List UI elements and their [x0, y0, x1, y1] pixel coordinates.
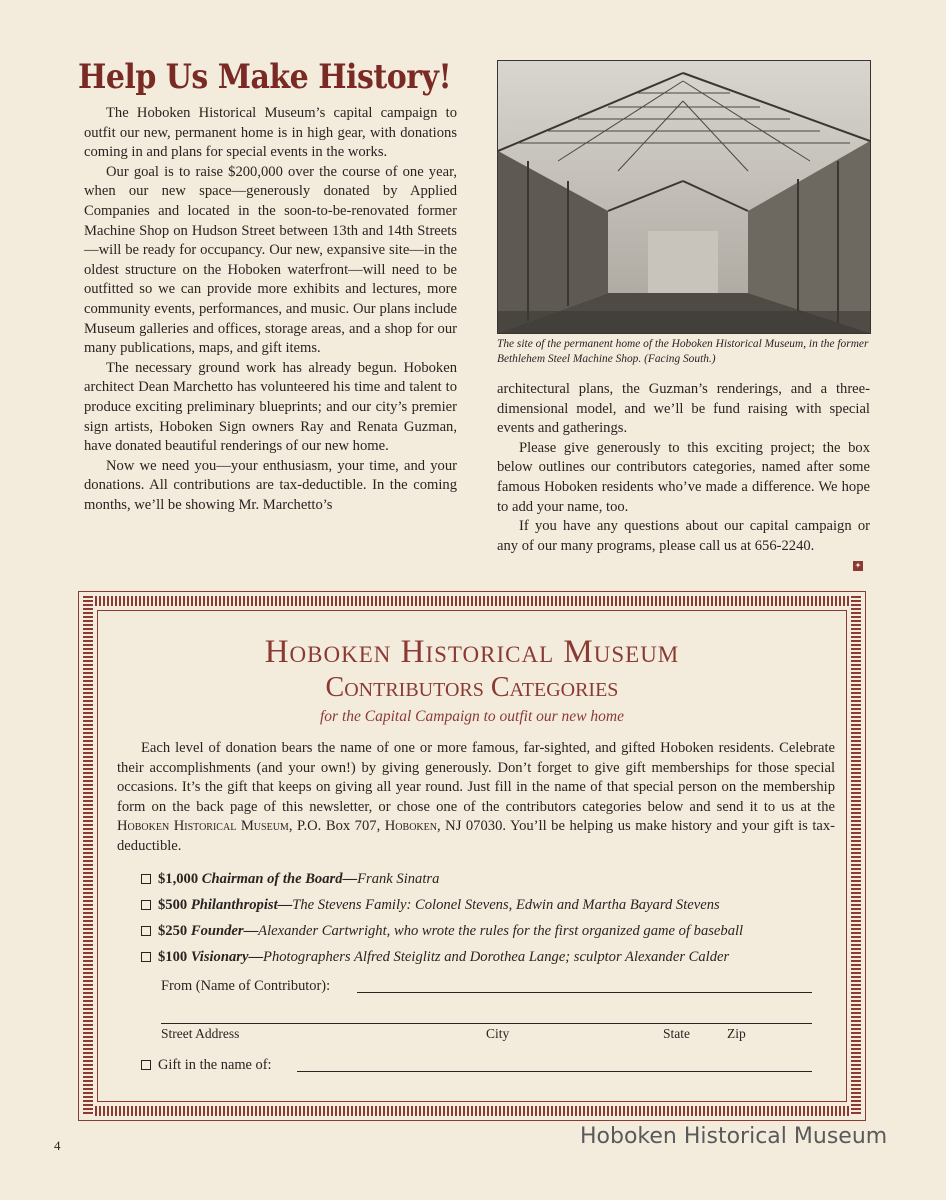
paragraph: If you have any questions about our capital campaign or any of our many programs, please call us at 656-2240. — [497, 518, 870, 554]
headline: Help Us Make History! — [78, 58, 452, 98]
box-subtitle: Contributors Categories — [325, 672, 619, 703]
state-label: State — [663, 1026, 690, 1041]
gift-row — [141, 1057, 272, 1074]
paragraph: The necessary ground work has already begun. Hoboken architect Dean Marchetto has volunteered his time and talent to produce exciting preliminary blueprints; and our city’s premier sign artists, Hoboken Sign owners Ray and Renata Guzman, have donated beautiful renderings of our new home. — [84, 359, 457, 455]
category-item[interactable]: $250 Founder—Alexander Cartwright, who wrote the rules for the first organized game of baseball — [141, 918, 841, 944]
paragraph: The Hoboken Historical Museum’s capital campaign to outfit our new, permanent home is in high gear, with donations coming in and plans for special events in the works. — [84, 105, 457, 161]
checkbox[interactable] — [141, 926, 151, 936]
checkbox[interactable] — [141, 874, 151, 884]
box-body: Each level of donation bears the name of one or more famous, far-sighted, and gifted Hoboken residents. Celebrate their accomplishments (and your own!) by giving generously. Don’t forget to give gift memberships for those special occasions. It’s the gift that keeps on giving all year round. Just fill in the name of that special person on the membership form on the back page of this newsletter, or chose one of the contributors categories below and send it to us at the Hoboken Historical Museum, P.O. Box 707, Hoboken, NJ 07030. You’ll be helping us make history and your gift is tax-deductible. — [117, 740, 836, 854]
category-item[interactable]: $500 Philanthropist—The Stevens Family: Colonel Stevens, Edwin and Martha Bayard Stevens — [141, 892, 841, 918]
paragraph: Now we need you—your enthusiasm, your time, and your donations. All contributions are tax-deductible. In the coming months, we’ll be showing Mr. Marchetto’s — [84, 457, 457, 513]
border-ornament — [83, 596, 861, 606]
machine-shop-photo — [497, 60, 871, 334]
gift-input-line[interactable] — [297, 1071, 812, 1072]
paragraph: Please give generously to this exciting project; the box below outlines our contributors categories, named after some famous Hoboken residents who’ve made a difference. We hope to add your name, too. — [497, 439, 870, 515]
city-name: Hoboken — [384, 818, 437, 835]
city-label: City — [486, 1026, 510, 1041]
street-label: Street Address — [161, 1026, 240, 1041]
box-title: Hoboken Historical Museum — [264, 634, 680, 670]
category-item[interactable]: $100 Visionary—Photographers Alfred Steiglitz and Dorothea Lange; sculptor Alexander Calder — [141, 944, 841, 970]
border-ornament — [83, 1106, 861, 1116]
photo-caption: The site of the permanent home of the Hoboken Historical Museum, in the former Bethlehem Steel Machine Shop. (Facing South.) — [497, 338, 869, 365]
address-input-line[interactable] — [161, 1023, 812, 1024]
right-column — [497, 380, 870, 556]
left-column — [84, 104, 457, 515]
page-number: 4 — [54, 1138, 61, 1153]
checkbox[interactable] — [141, 952, 151, 962]
from-input-line[interactable] — [357, 992, 812, 993]
end-mark-icon: ✦ — [854, 561, 862, 570]
paragraph: Our goal is to raise $200,000 over the course of one year, when our new space—generously donated by Applied Companies and located in the soon-to-be-renovated former Machine Shop on Hudson Street between 13th and 14th Streets—will be ready for occupancy. Our new, expansive site—in the oldest structure on the Hoboken waterfront—will need to be outfitted so we can provide more exhibits and lectures, more community events, performances, and music. Our plans include Museum galleries and offices, storage areas, and a shop for our many publications, maps, and gift items. — [84, 163, 457, 357]
zip-label: Zip — [727, 1026, 746, 1041]
org-name: Hoboken Historical Museum — [117, 818, 289, 835]
category-list — [141, 866, 841, 970]
watermark: Hoboken Historical Museum — [580, 1124, 888, 1149]
checkbox[interactable] — [141, 900, 151, 910]
paragraph: architectural plans, the Guzman’s renderings, and a three-dimensional model, and we’ll be fund raising with special events and gatherings. — [497, 381, 870, 437]
category-item[interactable]: $1,000 Chairman of the Board—Frank Sinatra — [141, 866, 841, 892]
from-label: From (Name of Contributor): — [161, 978, 331, 994]
box-tagline: for the Capital Campaign to outfit our new home — [320, 708, 624, 725]
contributors-box — [78, 591, 866, 1121]
gift-label: Gift in the name of: — [158, 1057, 272, 1073]
gift-checkbox[interactable] — [141, 1060, 151, 1070]
